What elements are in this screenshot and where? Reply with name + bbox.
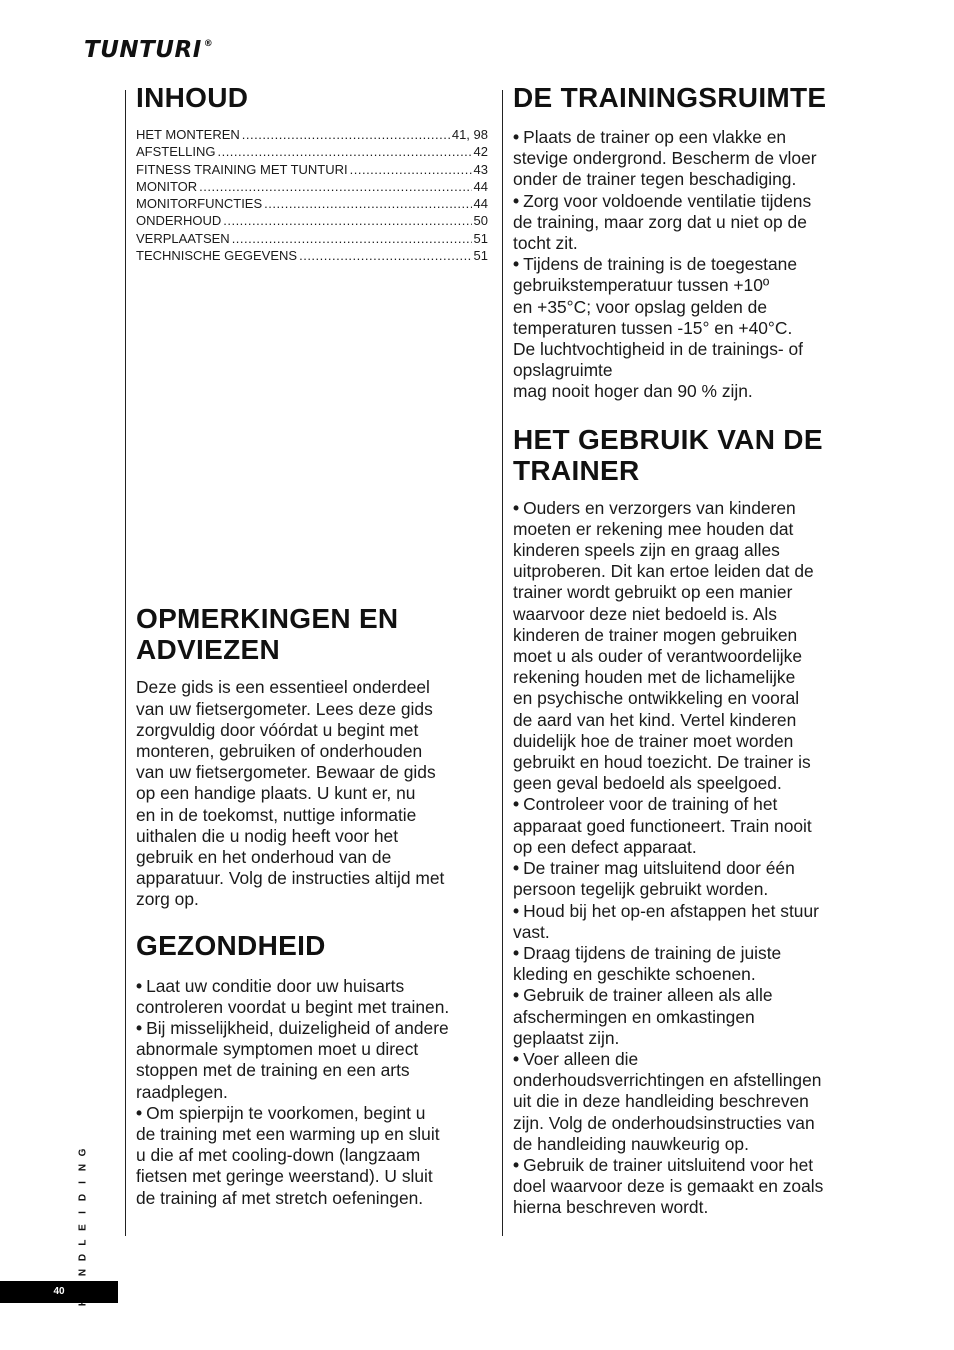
toc-entry [136,178,488,195]
trainingsruimte-heading: DE TRAININGSRUIMTE [513,82,827,113]
bullet-text: Controleer voor de training of het apparaat goed functioneert. Train nooit op een defect apparaat. [513,794,812,857]
toc-entry [136,143,488,160]
gebruik-list [513,498,863,1219]
bullet-dot-icon: • [513,127,520,147]
bullet-text: Draag tijdens de training de juiste kleding en geschikte schoenen. [513,942,782,985]
bullet-item [136,1103,488,1209]
toc-entry-label: ONDERHOUD [136,213,222,229]
toc-entry-page: 51 [473,248,488,264]
bullet-text: Zorg voor voldoende ventilatie tijdens de training, maar zorg dat u niet op de tocht zit. [513,190,812,254]
bullet-dot-icon: • [513,1154,520,1175]
toc-entry-page: 42 [473,144,488,160]
bullet-text: Gebruik de trainer uitsluitend voor het doel waarvoor deze is gemaakt en zoals hierna beschreven wordt. [513,1154,824,1218]
trainingsruimte-list [513,127,863,403]
bullet-dot-icon: • [513,858,520,879]
bullet-item [513,858,863,900]
toc-leader-dots [350,161,472,178]
toc-leader-dots [223,212,471,229]
bullet-item [513,794,863,858]
gebruik-section [513,424,863,1219]
page-number: 40 [0,1281,118,1303]
bullet-text: Bij misselijkheid, duizeligheid of andere abnormale symptomen moet u direct stoppen met de training en een arts raadplegen. [136,1018,449,1102]
bullet-item [513,127,863,191]
toc-entry [136,230,488,247]
bullet-item [136,1018,488,1103]
bullet-dot-icon: • [513,985,520,1006]
toc-entry-label: HET MONTEREN [136,127,240,142]
bullet-text: Plaats de trainer op een vlakke en stevige ondergrond. Bescherm de vloer onder de trainer tegen beschadiging. [513,127,817,190]
opmerkingen-section [136,603,488,910]
bullet-dot-icon: • [513,900,520,921]
bullet-dot-icon: • [136,1102,143,1123]
bullet-item [513,1155,863,1219]
toc-entry-page: 51 [473,230,488,246]
gezondheid-section [136,930,488,1209]
table-of-contents [136,126,488,264]
bullet-item [513,985,863,1049]
bullet-item [513,1049,863,1155]
toc-leader-dots [217,143,471,160]
toc-entry [136,195,488,212]
bullet-text: Gebruik de trainer alleen als alle afschermingen en omkastingen geplaatst zijn. [513,985,773,1048]
toc-leader-dots [299,247,471,264]
gebruik-heading: HET GEBRUIK VAN DE TRAINER [513,423,823,486]
bullet-item [513,498,863,795]
bullet-dot-icon: • [513,190,520,211]
left-column [136,82,488,1209]
opmerkingen-heading: OPMERKINGEN EN ADVIEZEN [136,603,399,666]
toc-entry-label: AFSTELLING [136,144,216,160]
bullet-dot-icon: • [513,942,520,963]
inhoud-heading: INHOUD [136,82,249,113]
toc-entry-label: TECHNISCHE GEGEVENS [136,248,298,264]
toc-leader-dots [242,126,450,143]
toc-entry-label: MONITORFUNCTIES [136,196,263,212]
bullet-text: Voer alleen die onderhoudsverrichtingen en afstellingen uit die in deze handleiding beschreven zijn. Volg de onderhoudsinstructies van de handleiding nauwkeurig op. [513,1048,822,1154]
toc-entry [136,247,488,264]
bullet-item [513,943,863,985]
bullet-text: Tijdens de training is de toegestane gebruikstemperatuur tussen +10º en +35°C; voor opslag gelden de temperaturen tussen -15° en +40°C. De luchtvochtigheid in de trainings- of opslagruimte mag nooit hoger dan 90 % zijn. [513,254,804,402]
toc-entry-label: MONITOR [136,178,198,194]
gezondheid-list [136,976,488,1209]
toc-entry [136,212,488,229]
bullet-text: Houd bij het op-en afstappen het stuur vast. [513,900,819,942]
bullet-dot-icon: • [136,1018,143,1039]
toc-entry [136,161,488,178]
bullet-dot-icon: • [513,1048,520,1069]
bullet-text: Om spierpijn te voorkomen, begint u de training met een warming up en sluit u die af met cooling-down (langzaam fietsen met geringe weerstand). U sluit de training af met stretch oefeningen. [136,1102,440,1208]
toc-entry-page: 44 [473,196,488,212]
bullet-text: De trainer mag uitsluitend door één persoon tegelijk gebruikt worden. [513,858,795,900]
toc-leader-dots [264,195,471,212]
toc-entry [136,126,488,143]
toc-leader-dots [232,230,472,247]
toc-entry-page: 44 [473,178,488,194]
right-column-rule [502,90,503,1236]
toc-entry-page: 50 [473,213,488,229]
opmerkingen-text: Deze gids is een essentieel onderdeel van uw fietsergometer. Lees deze gids zorgvuldig door vóórdat u begint met monteren, gebruiken of onderhouden van uw fietsergometer. Bewaar de gids op een handige plaats. U kunt er, nu en in de toekomst, nuttige informatie uithalen die u nodig heeft voor het gebruik en het onderhoud van de apparatuur. Volg de instructies altijd met zorg op. [136,677,445,910]
bullet-dot-icon: • [513,497,520,518]
bullet-dot-icon: • [513,794,520,815]
right-column [513,82,863,1219]
toc-entry-page: 41, 98 [451,127,488,142]
toc-entry-label: VERPLAATSEN [136,230,230,246]
tunturi-logo: TUNTURI ® [84,37,214,63]
bullet-item [513,254,863,402]
side-label-handleiding: G N I D I E L D N [77,1148,89,1277]
toc-entry-label: FITNESS TRAINING MET TUNTURI [136,161,348,177]
gezondheid-heading: GEZONDHEID [136,929,326,961]
toc-entry-page: 43 [473,161,488,177]
bullet-dot-icon: • [513,254,520,275]
bullet-item [513,191,863,255]
bullet-dot-icon: • [136,975,143,996]
toc-leader-dots [199,178,471,195]
bullet-item [513,901,863,943]
bullet-text: Laat uw conditie door uw huisarts controleren voordat u begint met trainen. [136,975,450,1017]
bullet-item [136,976,488,1018]
bullet-text: Ouders en verzorgers van kinderen moeten er rekening mee houden dat kinderen speels zijn en graag alles uitproberen. Dit kan ertoe leiden dat de trainer wordt gebruikt op een manier waarvoor deze niet bedoeld is. Als kinderen de trainer mogen gebruiken moet u als ouder of verantwoordelijke rekening houden met de lichamelijke en psychische ontwikkeling en vooral de aard van het kind. Vertel kinderen duidelijk hoe de trainer moet worden gebruikt en houd toezicht. De trainer is geen geval bedoeld als speelgoed. [513,497,814,794]
left-column-rule [125,90,126,1236]
